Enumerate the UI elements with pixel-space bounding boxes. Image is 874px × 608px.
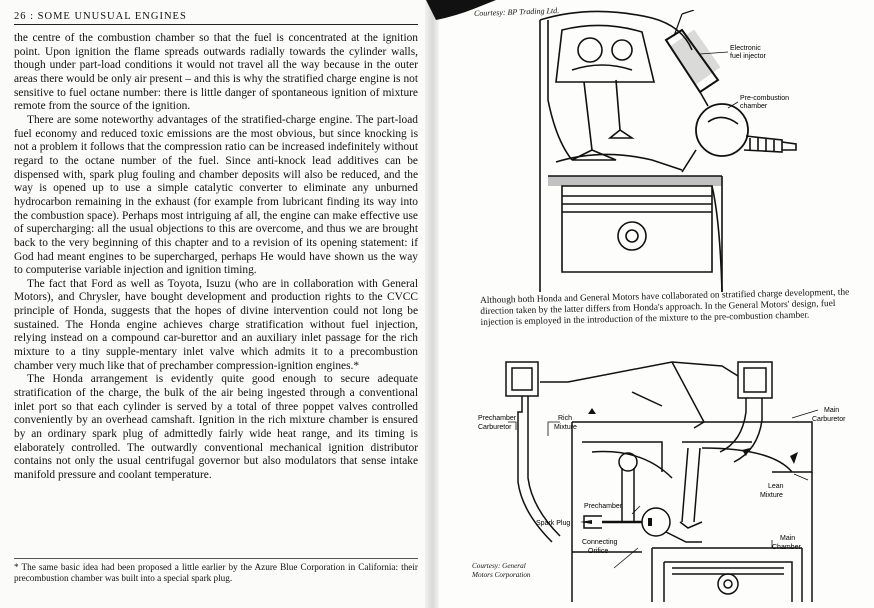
courtesy-credit-bottom xyxy=(472,562,552,580)
paragraph: The Honda arrangement is evidently quite good enough to secure adequate stratification of the charge, the bulk of the air being ingested through a conventional inlet port so that each cylinder is served by a total of three poppet valves controlled conveniently by an overhead camshaft. Ignition in the rich mixture chamber is ensured by an ordinary spark plug of admittedly fairly wide heat range, and its timing is elaborately controlled. The outwardly conventional mechanical ignition distributor contains not only the usual centrifugal governor but also modulators that sense intake manifold pressure and coolant temperature. xyxy=(14,373,418,481)
paragraph: There are some noteworthy advantages of the stratified-charge engine. The part-load fuel economy and reduced toxic emissions are the most obvious, but since knocking is not a problem it follows that the compression ratio can be increased indefinitely without regard to the octane number of the fuel. Since anti-knock lead additives can be dispensed with, spark plug fouling and chamber deposits will also be reduced, and the way is opened up to use a simple catalytic converter to eliminate any unburned hydrocarbon remaining in the exhaust (for example from lubricant finding its way into the combustion space). Perhaps most intriguing af all, the engine can make effective use of supercharging: all the usual objections to this are overcome, and thus we are brought back to the very beginning of this chapter and to a revision of its opening statement: if God had meant engines to be supercharged, perhaps He would have shown us the way to computerise variable injection and ignition timing. xyxy=(14,113,418,277)
label-prechamber-carburetor-2: Carburetor xyxy=(478,424,512,431)
label-injector-2: fuel injector xyxy=(730,53,766,60)
label-connecting-orifice-2: Orifice xyxy=(588,548,609,555)
courtesy-credit-top: Courtesy: BP Trading Ltd. xyxy=(473,6,560,18)
label-precombustion-2: chamber xyxy=(740,103,768,110)
label-precombustion-1: Pre-combustion xyxy=(740,95,790,102)
courtesy-line-1: Courtesy: General xyxy=(472,562,526,570)
figure-caption: Although both Honda and General Motors have collaborated on stratified charge development, the direction taken by the latter differs from Honda's approach. In the General Motors' design, fuel injection is employed in the introduction of the mixture to the pre-combustion chamber. xyxy=(480,287,850,328)
label-lean-mixture-1: Lean xyxy=(768,483,784,490)
footnote-rule xyxy=(14,558,418,559)
label-prechamber-carburetor-1: Prechamber xyxy=(478,415,517,422)
label-injector-1: Electronic xyxy=(730,45,761,52)
paragraph: the centre of the combustion chamber so that the fuel is concentrated at the ignition point. Upon ignition the flame spreads outwards radially towards the cylinder walls, though under part-load conditions it would not travel all the way because in the outer areas there would be only air present – and this is why the stratified charge engine is not sensitive to fuel octane number: there is little danger of spontaneous ignition of mixture remote from the source of the ignition. xyxy=(14,32,418,113)
label-spark-plug: Spark Plug xyxy=(536,520,571,527)
book-gutter xyxy=(425,0,439,608)
label-prechamber: Prechamber xyxy=(584,503,623,510)
footnote: * The same basic idea had been proposed a little earlier by the Azure Blue Corporation in California: their precombustion chamber was built into a special spark plug. xyxy=(14,562,418,583)
label-main-carburetor-1: Main xyxy=(824,407,840,414)
label-connecting-orifice-1: Connecting xyxy=(582,539,618,546)
label-rich-mixture-1: Rich xyxy=(558,415,573,422)
prechamber-cutaway-figure xyxy=(532,10,802,292)
courtesy-line-2: Motors Corporation xyxy=(472,571,531,579)
header-rule xyxy=(14,24,418,25)
label-main-chamber-1: Main xyxy=(780,535,796,542)
label-main-chamber-2: Chamber xyxy=(772,544,801,551)
label-main-carburetor-2: Carburetor xyxy=(812,416,846,423)
body-text xyxy=(14,32,418,483)
running-head: 26 : SOME UNUSUAL ENGINES xyxy=(14,11,187,22)
right-page xyxy=(432,0,874,608)
left-page xyxy=(0,0,432,608)
label-rich-mixture-2: Mixture xyxy=(554,424,577,431)
label-lean-mixture-2: Mixture xyxy=(760,492,783,499)
paragraph: The fact that Ford as well as Toyota, Isuzu (who are in collaboration with General Motors), and Chrysler, have bought development and production rights to the CVCC principle of Honda, suggests that the hopes of divine intervention could not long be sustained. The Honda engine achieves charge stratification without fuel injection, relying instead on a compound car-burettor and an auxiliary inlet passage for the rich mixture to a tiny supple-mentary inlet valve which admits it to a precombustion chamber very much like that of prechamber compression-ignition engines.* xyxy=(14,277,418,372)
page-corner-shadow xyxy=(416,0,496,22)
